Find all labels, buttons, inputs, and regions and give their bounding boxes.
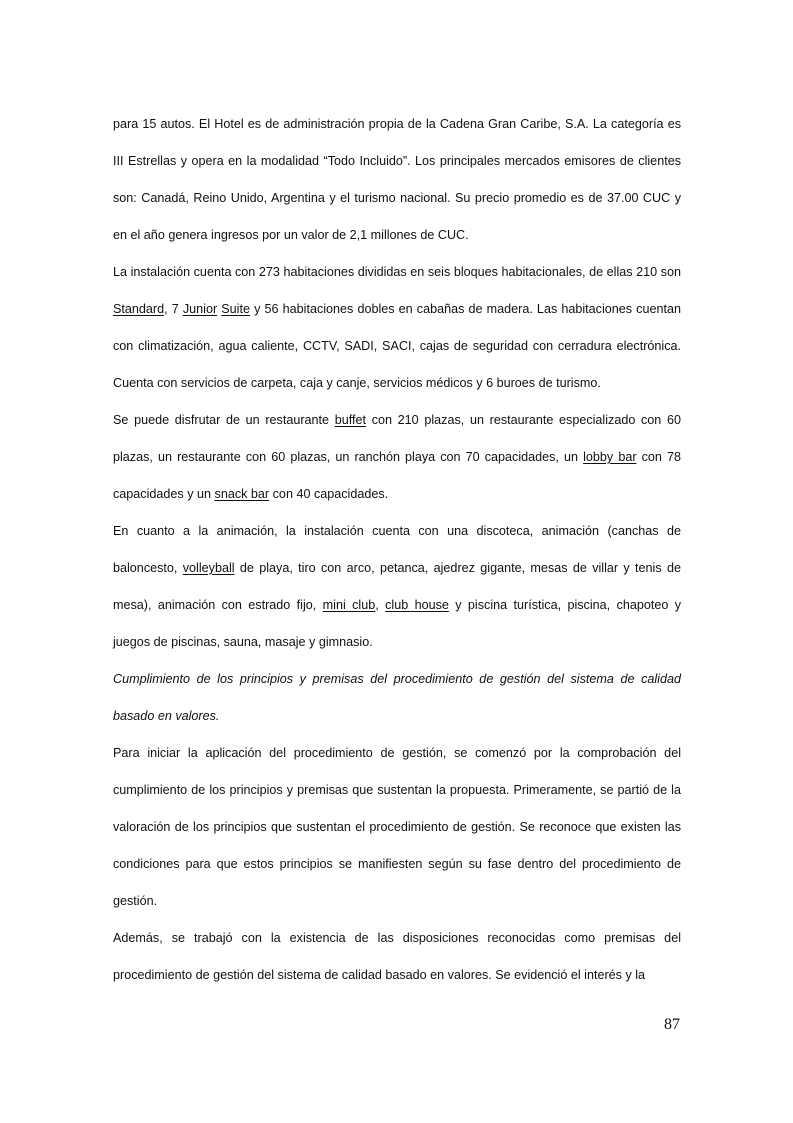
- underlined-term: lobby bar: [583, 450, 637, 464]
- page-number: 87: [664, 1016, 680, 1033]
- body-paragraph: [113, 735, 681, 920]
- underlined-term: club house: [385, 598, 449, 612]
- body-paragraph: [113, 254, 681, 402]
- underlined-term: snack bar: [214, 487, 270, 501]
- body-paragraph: [113, 106, 681, 254]
- text-run: y piscina turística, piscina, chapoteo y juegos de piscinas, sauna, masaje y gimnasio.: [113, 598, 682, 649]
- body-paragraph: [113, 513, 681, 661]
- body-paragraph: [113, 920, 681, 994]
- underlined-term: mini club: [322, 598, 376, 612]
- section-heading: [113, 661, 681, 735]
- underlined-term: Standard: [113, 302, 165, 316]
- text-run: Cumplimiento de los principios y premisas del procedimiento de gestión del sistema de calidad basado en valores.: [113, 672, 681, 723]
- text-run: En cuanto a la animación, la instalación cuenta con una discoteca, animación (canchas de baloncesto,: [113, 524, 681, 575]
- underlined-term: Junior: [182, 302, 218, 316]
- text-run: para 15 autos. El Hotel es de administración propia de la Cadena Gran Caribe, S.A. La categoría es III Estrellas y opera en la modalidad “Todo Incluido”. Los principales mercados emisores de clientes son: Canadá, Reino Unido, Argentina y el turismo nacional. Su precio promedio es de 37.00 CUC y en el año genera ingresos por un valor de 2,1 millones de CUC.: [113, 117, 681, 242]
- text-run: Para iniciar la aplicación del procedimiento de gestión, se comenzó por la comprobación del cumplimiento de los principios y premisas que sustentan la propuesta. Primeramente, se partió de la valoración de los principios que sustentan el procedimiento de gestión. Se reconoce que existen las condiciones para que estos principios se manifiesten según su fase dentro del procedimiento de gestión.: [113, 746, 681, 908]
- text-run: Además, se trabajó con la existencia de las disposiciones reconocidas como premisas del procedimiento de gestión del sistema de calidad basado en valores. Se evidenció el interés y la: [113, 931, 681, 982]
- text-run: , 7: [164, 302, 183, 316]
- text-run: Se puede disfrutar de un restaurante: [113, 413, 335, 427]
- body-paragraph: [113, 402, 681, 513]
- text-run: con 40 capacidades.: [269, 487, 389, 501]
- text-run: y 56 habitaciones dobles en cabañas de madera. Las habitaciones cuentan con climatización, agua caliente, CCTV, SADI, SACI, cajas de seguridad con cerradura electrónica. Cuenta con servicios de carpeta, caja y canje, servicios médicos y 6 buroes de turismo.: [113, 302, 681, 390]
- text-run: con 78 capacidades y un: [113, 450, 682, 501]
- text-run: La instalación cuenta con 273 habitaciones divididas en seis bloques habitacionales, de ellas 210 son: [113, 265, 681, 279]
- underlined-term: Suite: [221, 302, 250, 316]
- underlined-term: volleyball: [182, 561, 235, 575]
- text-run: con 210 plazas, un restaurante especializado con 60 plazas, un restaurante con 60 plazas, un ranchón playa con 70 capacidades, un: [113, 413, 681, 464]
- text-run: ,: [375, 598, 386, 612]
- underlined-term: buffet: [334, 413, 367, 427]
- text-run: de playa, tiro con arco, petanca, ajedrez gigante, mesas de villar y tenis de mesa), animación con estrado fijo,: [113, 561, 681, 612]
- document-body: [113, 106, 681, 994]
